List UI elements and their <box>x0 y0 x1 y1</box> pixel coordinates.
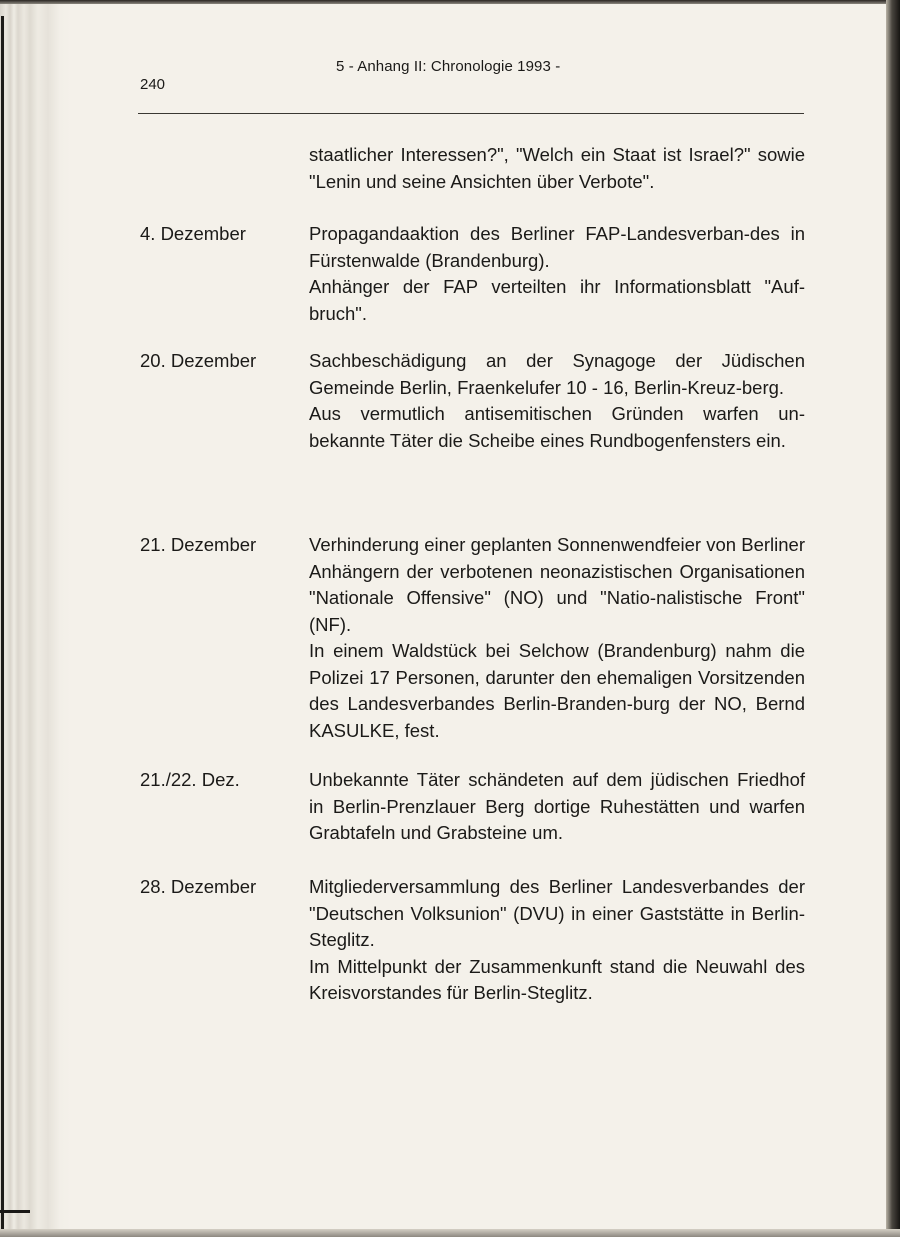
entry-date: 4. Dezember <box>140 223 246 244</box>
entry-paragraph: In einem Waldstück bei Selchow (Brandenburg) nahm die Polizei 17 Personen, darunter den ehemaligen Vorsitzenden des Landesverbandes Berlin-Branden-burg der NO, Bernd KASULKE, fest. <box>309 640 805 741</box>
scan-right-edge <box>886 0 900 1237</box>
entry-paragraph: Unbekannte Täter schändeten auf dem jüdischen Friedhof in Berlin-Prenzlauer Berg dortige Ruhestätten und warfen Grabtafeln und Grabsteine um. <box>309 769 805 843</box>
scan-bottom-edge <box>0 1229 900 1237</box>
entry-date: 21. Dezember <box>140 534 257 555</box>
entry-date: 20. Dezember <box>140 350 257 371</box>
entry-paragraph: Propagandaaktion des Berliner FAP-Landesverban-des in Fürstenwalde (Brandenburg). <box>309 223 805 271</box>
entry-paragraph: Aus vermutlich antisemitischen Gründen warfen un-bekannte Täter die Scheibe eines Rundbogenfensters ein. <box>309 403 805 451</box>
book-binding-edge <box>0 0 72 1237</box>
entry-paragraph: Im Mittelpunkt der Zusammenkunft stand die Neuwahl des Kreisvorstandes für Berlin-Steglitz. <box>309 955 805 1003</box>
entry-body <box>309 532 805 744</box>
scan-bottom-mark <box>0 1210 30 1213</box>
entry-body <box>309 221 805 327</box>
scan-top-edge <box>0 0 900 4</box>
continuation-paragraph: staatlicher Interessen?", "Welch ein Staat ist Israel?" sowie "Lenin und seine Ansichten über Verbote". <box>309 144 805 192</box>
entry-body <box>309 767 805 847</box>
entry-paragraph: Sachbeschädigung an der Synagoge der Jüdischen Gemeinde Berlin, Fraenkelufer 10 - 16, Berlin-Kreuz-berg. <box>309 350 805 398</box>
entry-paragraph: Mitgliederversammlung des Berliner Landesverbandes der "Deutschen Volksunion" (DVU) in einer Gaststätte in Berlin-Steglitz. <box>309 876 805 950</box>
entry-paragraph: Verhinderung einer geplanten Sonnenwendfeier von Berliner Anhängern der verbotenen neonazistischen Organisationen "Nationale Offensive" (NO) und "Natio-nalistische Front" (NF). <box>309 534 805 635</box>
entry-body <box>309 874 805 1007</box>
entry-date: 28. Dezember <box>140 876 257 897</box>
running-head: 5 - Anhang II: Chronologie 1993 - <box>336 58 561 75</box>
binding-shadow-line <box>1 16 4 1236</box>
page-number: 240 <box>140 76 166 93</box>
entry-body <box>309 348 805 454</box>
entry-date: 21./22. Dez. <box>140 769 240 790</box>
entry-paragraph: Anhänger der FAP verteilten ihr Informationsblatt "Auf-bruch". <box>309 276 805 324</box>
header-rule <box>138 113 804 114</box>
continuation-text <box>309 142 805 195</box>
